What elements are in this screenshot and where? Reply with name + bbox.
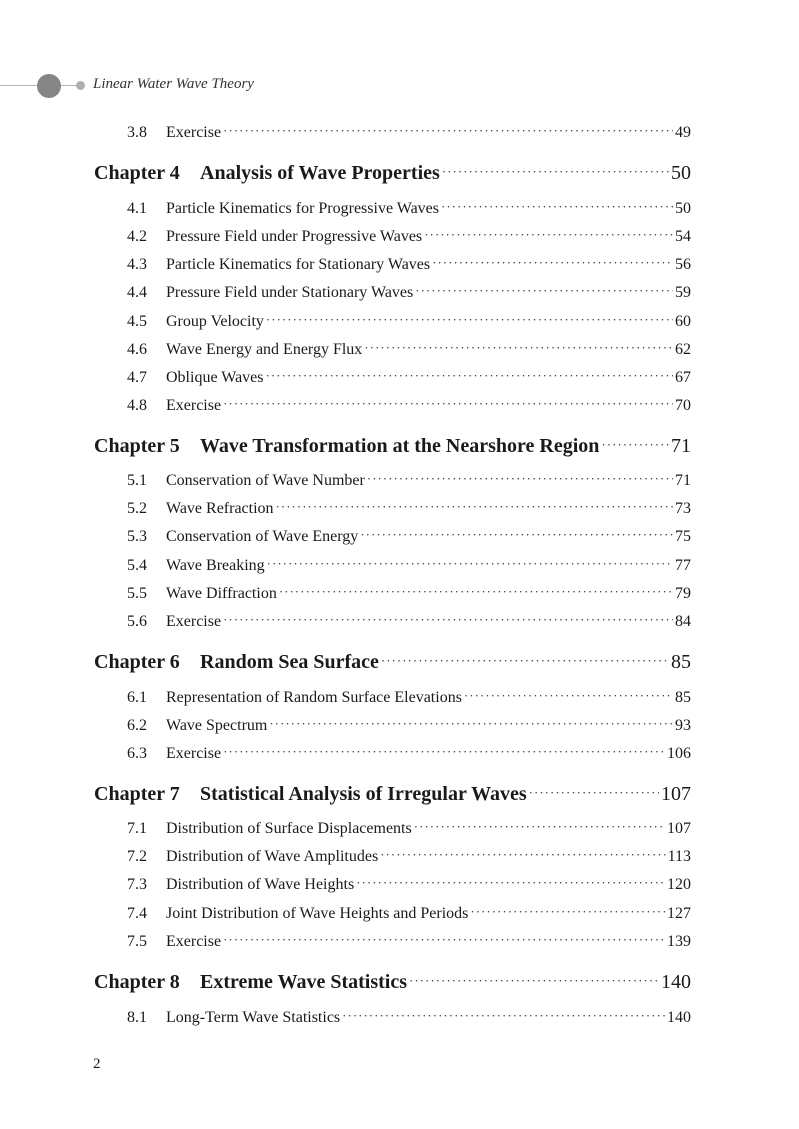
entry-number: 4.6 bbox=[127, 341, 147, 358]
entry-number: 7.5 bbox=[127, 933, 147, 950]
entry-page-number: 107 bbox=[667, 820, 691, 837]
entry-page-number: 75 bbox=[675, 528, 691, 545]
dot-leader bbox=[424, 228, 673, 246]
dot-leader bbox=[267, 557, 673, 575]
dot-leader bbox=[269, 717, 673, 735]
entry-number: Chapter 5 bbox=[94, 435, 180, 457]
entry-title: Exercise bbox=[166, 124, 222, 141]
entry-title: Distribution of Surface Displacements bbox=[166, 820, 412, 837]
entry-number: 5.2 bbox=[127, 500, 147, 517]
entry-title: Extreme Wave Statistics bbox=[200, 971, 408, 993]
toc-section-entry[interactable] bbox=[127, 500, 691, 518]
dot-leader bbox=[414, 820, 665, 838]
entry-page-number: 93 bbox=[675, 717, 691, 734]
entry-page-number: 73 bbox=[675, 500, 691, 517]
entry-number: 5.1 bbox=[127, 472, 147, 489]
entry-number: 6.2 bbox=[127, 717, 147, 734]
entry-title: Joint Distribution of Wave Heights and Periods bbox=[166, 905, 469, 922]
toc-chapter-entry[interactable] bbox=[94, 971, 691, 994]
toc-section-entry[interactable] bbox=[127, 341, 691, 359]
entry-number: 3.8 bbox=[127, 124, 147, 141]
entry-number: 4.5 bbox=[127, 313, 147, 330]
dot-leader bbox=[279, 585, 673, 603]
toc-section-entry[interactable] bbox=[127, 905, 691, 923]
entry-number: 5.6 bbox=[127, 613, 147, 630]
dot-leader bbox=[342, 1009, 665, 1027]
dot-leader bbox=[470, 905, 665, 923]
entry-number: Chapter 4 bbox=[94, 162, 180, 184]
entry-title: Exercise bbox=[166, 613, 222, 630]
entry-page-number: 113 bbox=[667, 848, 691, 865]
dot-leader bbox=[432, 256, 673, 274]
dot-leader bbox=[276, 500, 673, 518]
toc-section-entry[interactable] bbox=[127, 1009, 691, 1027]
dot-leader bbox=[266, 369, 673, 387]
entry-number: Chapter 8 bbox=[94, 971, 180, 993]
entry-page-number: 49 bbox=[675, 124, 691, 141]
toc-section-entry[interactable] bbox=[127, 124, 691, 142]
entry-title: Statistical Analysis of Irregular Waves bbox=[200, 783, 527, 805]
entry-page-number: 139 bbox=[667, 933, 691, 950]
dot-leader bbox=[441, 200, 673, 218]
entry-title: Particle Kinematics for Progressive Waves bbox=[166, 200, 440, 217]
dot-leader bbox=[529, 783, 659, 806]
dot-leader bbox=[464, 689, 673, 707]
entry-page-number: 77 bbox=[675, 557, 691, 574]
entry-title: Wave Breaking bbox=[166, 557, 265, 574]
dot-leader bbox=[380, 848, 665, 866]
toc-chapter-entry[interactable] bbox=[94, 651, 691, 674]
entry-page-number: 70 bbox=[675, 397, 691, 414]
dot-leader bbox=[360, 528, 673, 546]
toc-section-entry[interactable] bbox=[127, 313, 691, 331]
entry-title: Pressure Field under Stationary Waves bbox=[166, 284, 414, 301]
entry-title: Conservation of Wave Energy bbox=[166, 528, 359, 545]
dot-leader bbox=[356, 876, 665, 894]
entry-title: Wave Diffraction bbox=[166, 585, 277, 602]
toc-chapter-entry[interactable] bbox=[94, 435, 691, 458]
entry-title: Random Sea Surface bbox=[200, 651, 379, 673]
toc-chapter-entry[interactable] bbox=[94, 783, 691, 806]
entry-page-number: 59 bbox=[675, 284, 691, 301]
dot-leader bbox=[442, 162, 669, 185]
entry-page-number: 71 bbox=[671, 435, 691, 457]
entry-number: 4.2 bbox=[127, 228, 147, 245]
entry-title: Exercise bbox=[166, 397, 222, 414]
dot-leader bbox=[409, 971, 659, 994]
entry-title: Pressure Field under Progressive Waves bbox=[166, 228, 423, 245]
dot-leader bbox=[223, 933, 665, 951]
entry-number: 8.1 bbox=[127, 1009, 147, 1026]
toc-section-entry[interactable] bbox=[127, 876, 691, 894]
toc-section-entry[interactable] bbox=[127, 717, 691, 735]
entry-page-number: 50 bbox=[671, 162, 691, 184]
entry-number: 6.3 bbox=[127, 745, 147, 762]
toc-section-entry[interactable] bbox=[127, 284, 691, 302]
entry-number: 6.1 bbox=[127, 689, 147, 706]
entry-title: Oblique Waves bbox=[166, 369, 264, 386]
entry-number: 4.8 bbox=[127, 397, 147, 414]
toc-section-entry[interactable] bbox=[127, 256, 691, 274]
entry-page-number: 85 bbox=[675, 689, 691, 706]
entry-number: 7.1 bbox=[127, 820, 147, 837]
entry-page-number: 107 bbox=[661, 783, 691, 805]
entry-title: Distribution of Wave Amplitudes bbox=[166, 848, 379, 865]
toc-section-entry[interactable] bbox=[127, 397, 691, 415]
entry-page-number: 62 bbox=[675, 341, 691, 358]
running-title: Linear Water Wave Theory bbox=[93, 76, 254, 92]
toc-section-entry[interactable] bbox=[127, 200, 691, 218]
entry-title: Exercise bbox=[166, 933, 222, 950]
toc-section-entry[interactable] bbox=[127, 228, 691, 246]
entry-title: Exercise bbox=[166, 745, 222, 762]
entry-number: 4.3 bbox=[127, 256, 147, 273]
entry-page-number: 60 bbox=[675, 313, 691, 330]
entry-title: Analysis of Wave Properties bbox=[200, 162, 440, 184]
entry-number: Chapter 6 bbox=[94, 651, 180, 673]
entry-title: Conservation of Wave Number bbox=[166, 472, 365, 489]
entry-number: 7.2 bbox=[127, 848, 147, 865]
entry-number: 4.4 bbox=[127, 284, 147, 301]
entry-page-number: 54 bbox=[675, 228, 691, 245]
toc-section-entry[interactable] bbox=[127, 528, 691, 546]
entry-title: Wave Spectrum bbox=[166, 717, 268, 734]
toc-section-entry[interactable] bbox=[127, 585, 691, 603]
entry-number: 7.3 bbox=[127, 876, 147, 893]
entry-title: Distribution of Wave Heights bbox=[166, 876, 355, 893]
dot-leader bbox=[381, 651, 669, 674]
toc-section-entry[interactable] bbox=[127, 369, 691, 387]
entry-page-number: 140 bbox=[661, 971, 691, 993]
entry-title: Wave Transformation at the Nearshore Region bbox=[200, 435, 600, 457]
entry-title: Wave Energy and Energy Flux bbox=[166, 341, 363, 358]
dot-leader bbox=[367, 472, 673, 490]
entry-page-number: 56 bbox=[675, 256, 691, 273]
dot-leader bbox=[223, 124, 673, 142]
entry-number: 4.1 bbox=[127, 200, 147, 217]
entry-title: Long-Term Wave Statistics bbox=[166, 1009, 341, 1026]
entry-title: Particle Kinematics for Stationary Waves bbox=[166, 256, 431, 273]
dot-leader bbox=[223, 397, 673, 415]
dot-leader bbox=[223, 613, 673, 631]
entry-page-number: 84 bbox=[675, 613, 691, 630]
dot-leader bbox=[266, 313, 673, 331]
entry-number: 5.4 bbox=[127, 557, 147, 574]
dot-leader bbox=[601, 435, 669, 458]
entry-page-number: 79 bbox=[675, 585, 691, 602]
entry-page-number: 67 bbox=[675, 369, 691, 386]
entry-page-number: 50 bbox=[675, 200, 691, 217]
toc-section-entry[interactable] bbox=[127, 745, 691, 763]
toc-section-entry[interactable] bbox=[127, 613, 691, 631]
entry-title: Group Velocity bbox=[166, 313, 264, 330]
entry-number: 4.7 bbox=[127, 369, 147, 386]
toc-section-entry[interactable] bbox=[127, 689, 691, 707]
entry-page-number: 85 bbox=[671, 651, 691, 673]
entry-page-number: 127 bbox=[667, 905, 691, 922]
entry-number: 5.3 bbox=[127, 528, 147, 545]
entry-page-number: 71 bbox=[675, 472, 691, 489]
entry-page-number: 140 bbox=[667, 1009, 691, 1026]
toc-section-entry[interactable] bbox=[127, 472, 691, 490]
page-number: 2 bbox=[93, 1056, 101, 1072]
dot-leader bbox=[415, 284, 673, 302]
entry-title: Representation of Random Surface Elevations bbox=[166, 689, 462, 706]
entry-page-number: 106 bbox=[667, 745, 691, 762]
toc-section-entry[interactable] bbox=[127, 933, 691, 951]
dot-leader bbox=[364, 341, 673, 359]
entry-title: Wave Refraction bbox=[166, 500, 274, 517]
toc-section-entry[interactable] bbox=[127, 848, 691, 866]
entry-number: 5.5 bbox=[127, 585, 147, 602]
entry-page-number: 120 bbox=[667, 876, 691, 893]
entry-number: 7.4 bbox=[127, 905, 147, 922]
toc-section-entry[interactable] bbox=[127, 557, 691, 575]
toc-chapter-entry[interactable] bbox=[94, 162, 691, 185]
toc-section-entry[interactable] bbox=[127, 820, 691, 838]
dot-leader bbox=[223, 745, 665, 763]
entry-number: Chapter 7 bbox=[94, 783, 180, 805]
